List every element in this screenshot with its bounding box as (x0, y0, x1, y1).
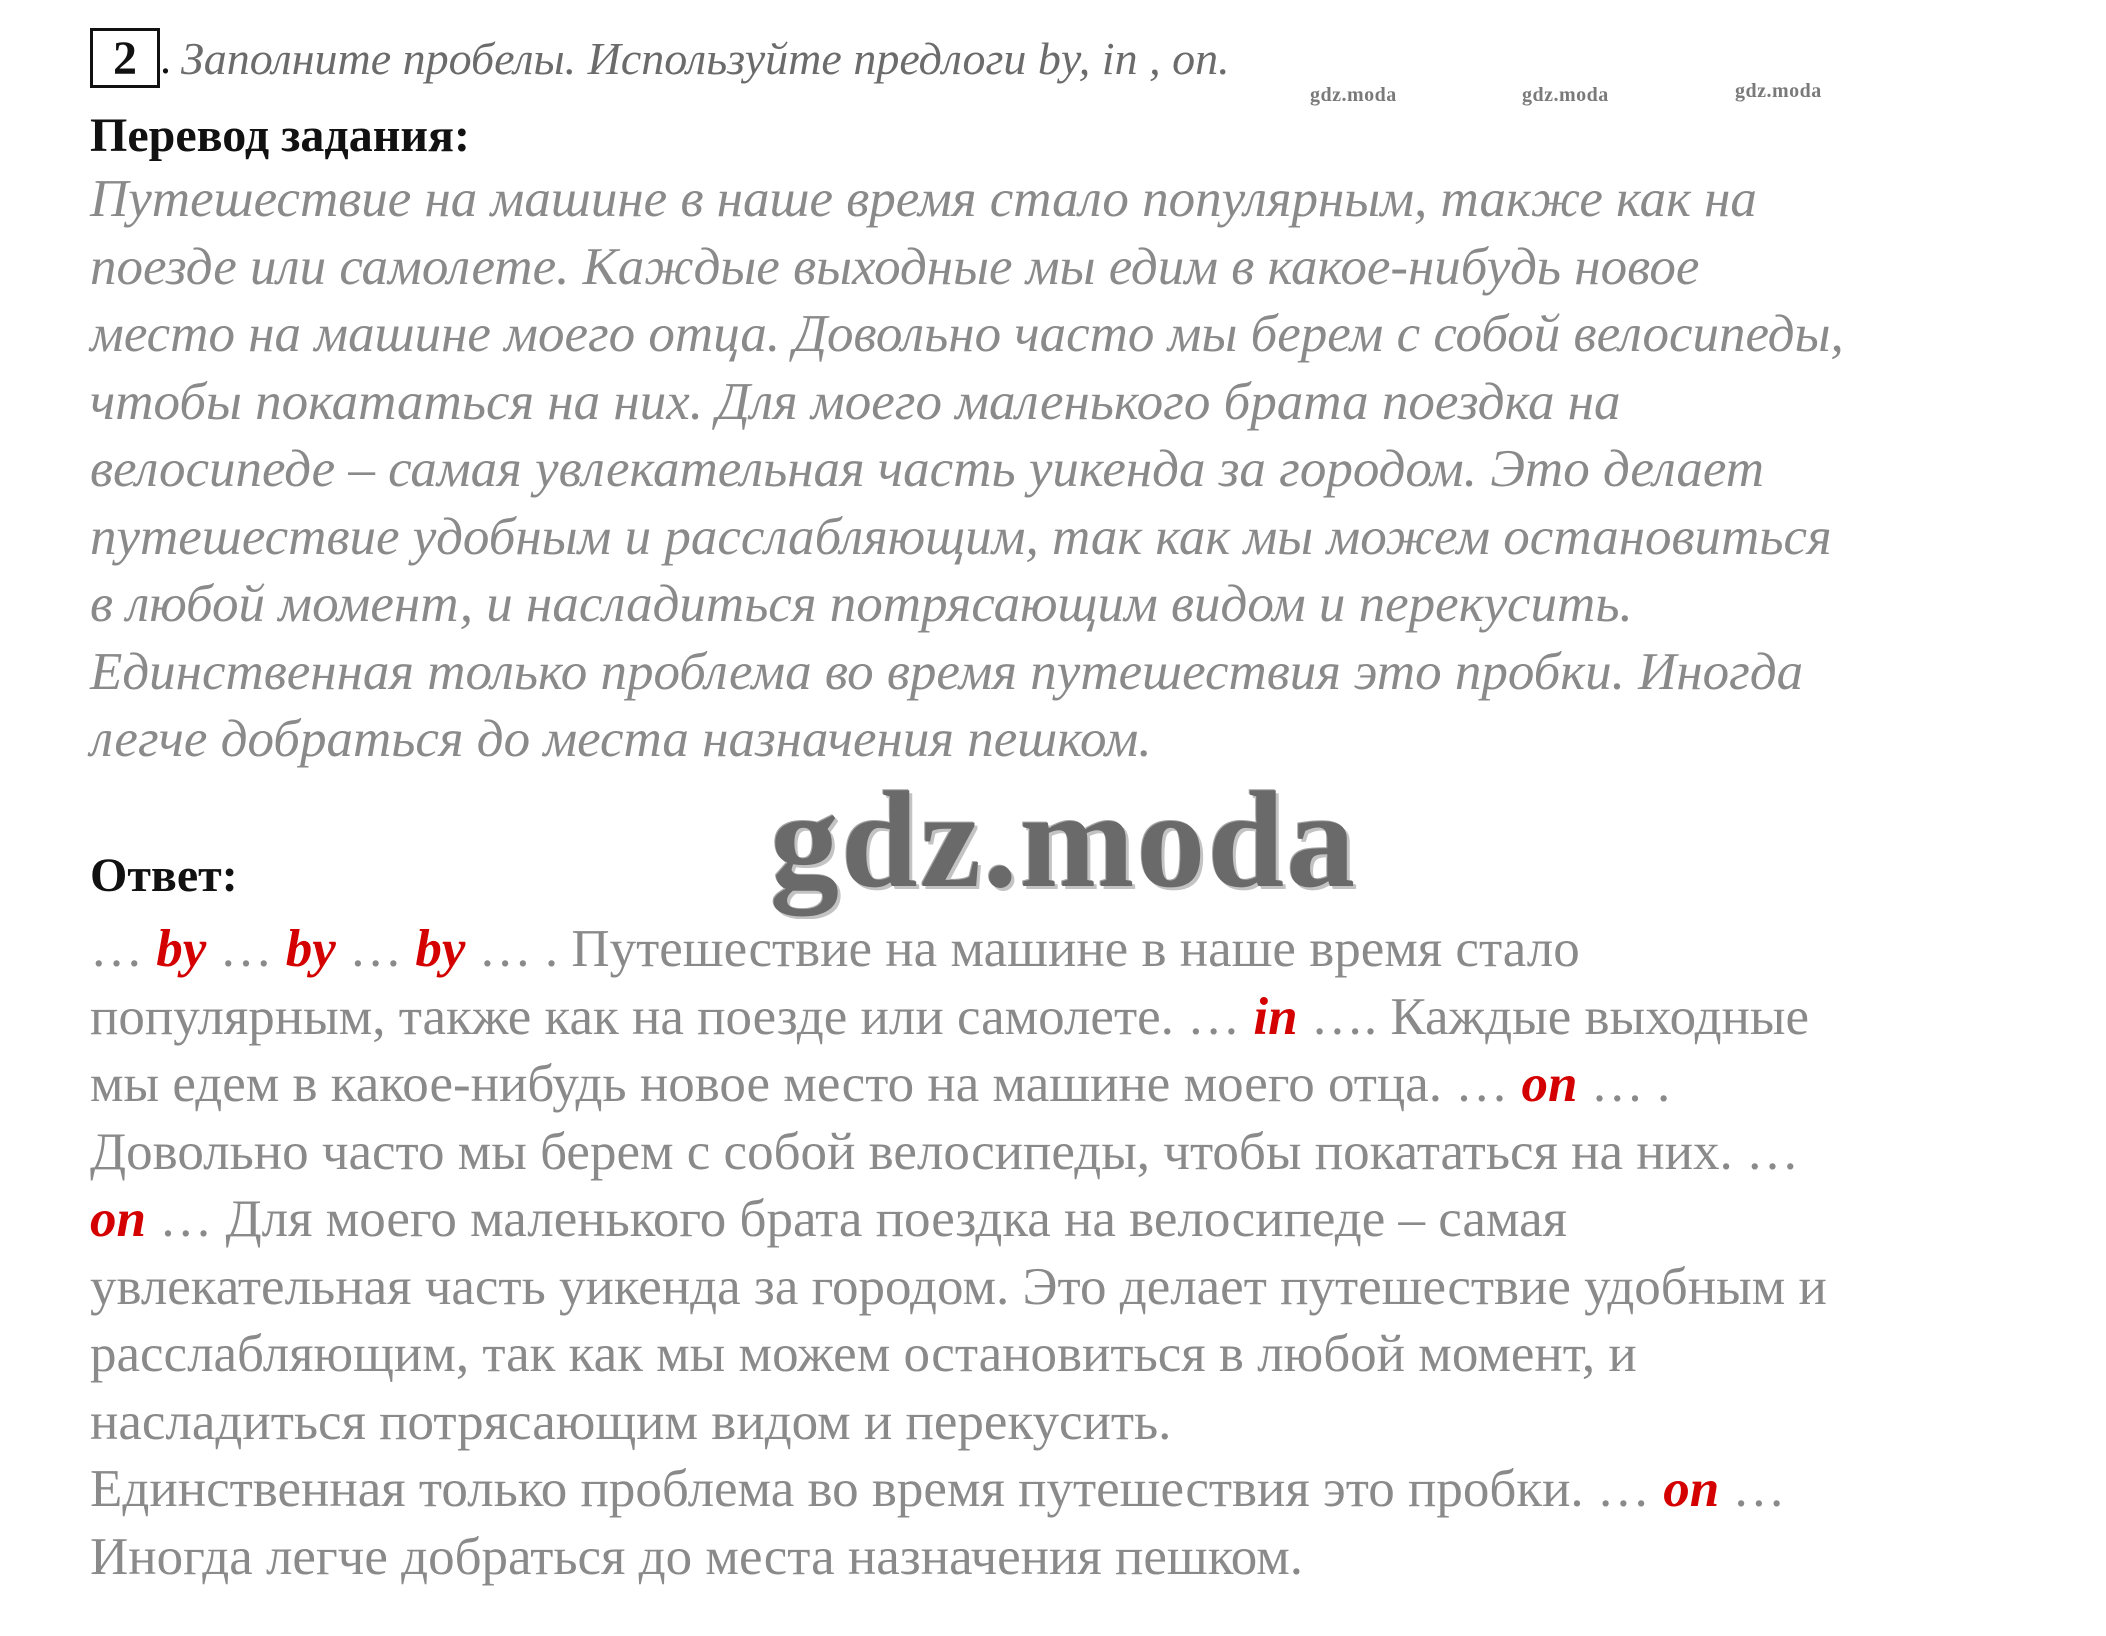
answer-text: … (335, 920, 416, 978)
translation-line: в любой момент, и насладиться потрясающим видом и перекусить. (90, 575, 1633, 633)
answer-preposition: on (1521, 1055, 1578, 1113)
translation-line: место на машине моего отца. Довольно часто мы берем с собой велосипеды, (90, 305, 1844, 363)
answer-text: … (90, 920, 157, 978)
answer-text: Довольно часто мы берем с собой велосипеды, чтобы покататься на них. … (90, 1122, 1800, 1181)
answer-preposition: by (156, 920, 207, 978)
answer-text: … . Путешествие на машине в наше время стало (465, 920, 1580, 978)
translation-line: путешествие удобным и расслабляющим, так как мы можем остановиться (90, 507, 1832, 566)
answer-preposition: by (285, 920, 336, 978)
answer-line (90, 1186, 2080, 1254)
mini-watermark-1: gdz.moda (1310, 84, 1397, 106)
task-number-suffix: . (160, 33, 171, 83)
answer-preposition: in (1253, 987, 1298, 1046)
translation-line: чтобы покататься на них. Для моего маленького брата поездка на (90, 372, 1621, 431)
answer-text: расслабляющим, так как мы можем остановиться в любой момент, и (90, 1325, 1637, 1383)
translation-line: велосипеде – самая увлекательная часть уикенда за городом. Это делает (90, 440, 1764, 498)
answer-text: Иногда легче добраться до места назначения пешком. (90, 1527, 1304, 1586)
answer-line (90, 1321, 2080, 1389)
answer-line (90, 1524, 2080, 1592)
answer-text: …. Каждые выходные (1297, 987, 1810, 1046)
answer-text: популярным, также как на поезде или самолете. … (90, 987, 1254, 1046)
translation-line: поезде или самолете. Каждые выходные мы едим в какое-нибудь новое (90, 237, 1700, 296)
answer-text: … (206, 920, 286, 978)
answer-line (90, 1051, 2080, 1119)
mini-watermark-3: gdz.moda (1735, 80, 1822, 102)
task-instruction: Заполните пробелы. Используйте предлоги by, in , on. (181, 32, 1230, 84)
answer-text: увлекательная часть уикенда за городом. Это делает путешествие удобным и (90, 1257, 1827, 1316)
answer-line (90, 984, 2080, 1052)
answer-preposition: on (1663, 1460, 1720, 1518)
answer-line (90, 1254, 2080, 1322)
answer-paragraph (90, 916, 2080, 1591)
translation-paragraph (90, 166, 2080, 774)
answer-line (90, 1119, 2080, 1187)
answer-line (90, 1456, 2080, 1524)
gdz-watermark: gdz.moda (770, 763, 1358, 916)
task-number: 2 (90, 28, 160, 88)
answer-line (90, 1389, 2080, 1457)
answer-text: насладиться потрясающим видом и перекусить. (90, 1392, 1172, 1451)
task-header (90, 28, 1230, 88)
answer-heading: Ответ: (90, 849, 238, 902)
translation-heading: Перевод задания: (90, 109, 470, 162)
answer-preposition: on (90, 1190, 146, 1248)
answer-text: … Для моего маленького брата поездка на велосипеде – самая (145, 1190, 1568, 1248)
answer-text: … . (1577, 1055, 1671, 1113)
answer-preposition: by (415, 920, 466, 978)
mini-watermark-2: gdz.moda (1522, 84, 1609, 106)
answer-text: мы едем в какое-нибудь новое место на машине моего отца. … (90, 1055, 1522, 1113)
translation-line: Единственная только проблема во время путешествия это пробки. Иногда (90, 642, 1804, 701)
answer-text: … (1719, 1460, 1786, 1518)
translation-line: Путешествие на машине в наше время стало популярным, также как на (90, 170, 1757, 228)
answer-line (90, 916, 2080, 984)
translation-line: легче добраться до места назначения пешком. (90, 710, 1152, 768)
answer-text: Единственная только проблема во время путешествия это пробки. … (90, 1460, 1664, 1518)
